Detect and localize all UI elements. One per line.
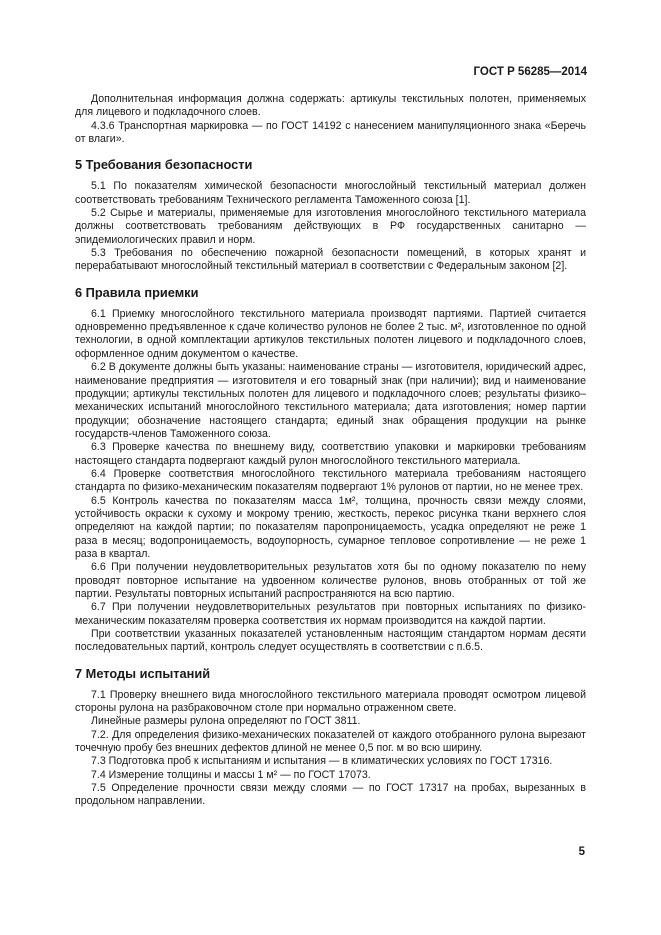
paragraph: 7.4 Измерение толщины и массы 1 м² — по ГОСТ 17073. [91,768,371,781]
section-title: 7 Методы испытаний [75,665,211,681]
paragraph: Линейные размеры рулона определяют по ГОСТ 3811. [91,715,361,728]
paragraph: 7.2. Для определения физико-механических показателей от каждого отобранного рулона вырезают точечную пробу без внешних дефектов длиной не менее 0,5 пог. м во всю ширину. [75,728,586,755]
paragraph: 7.3 Подготовка проб к испытаниям и испытания — в климатических условиях по ГОСТ 17316. [91,755,553,768]
document-header: ГОСТ Р 56285—2014 [473,66,587,78]
paragraph: 6.2 В документе должны быть указаны: наименование страны — изготовителя, юридический адрес, наименование предприятия — изготовителя и его товарный знак (при наличии); вид и наименование продукции; артикулы текстильных полотен для лицевого и подкладочного слоев; результаты физико–механических испытаний многослойного текстильного материала; дата изготовления; номер партии продукции; обозначение настоящего стандарта; единый знак обращения продукции на рынке государств-членов Таможенного союза. [75,361,586,440]
section-title: 5 Требования безопасности [75,157,253,173]
intro-paragraph: 4.3.6 Транспортная маркировка — по ГОСТ 14192 с нанесением манипуляционного знака «Беречь от влаги». [75,119,586,146]
paragraph: 7.1 Проверку внешнего вида многослойного текстильного материала проводят осмотром лицевой стороны рулона на разбраковочном столе при нормально отраженном свете. [75,688,586,715]
paragraph: 5.1 По показателям химической безопасности многослойный текстильный материал должен соответствовать требованиям Технического регламента Таможенного союза [1]. [75,180,586,206]
paragraph: 6.5 Контроль качества по показателям масса 1м², толщина, прочность связи между слоями, устойчивость окраски к сухому и мокрому трению, жесткость, перекос рисунка ткани верхнего слоя определяют на каждой партии; по показателям паропроницаемость, усадка определяют не реже 1 раза в месяц; водопроницаемость, водоупорность, сумарное тепловое сопротивление — не реже 1 раза в квартал. [75,494,586,560]
paragraph: 5.3 Требования по обеспечению пожарной безопасности помещений, в которых хранят и перерабатывают многослойный текстильный материал в соответствии с Федеральным законом [2]. [75,247,586,273]
paragraph: 7.5 Определение прочности связи между слоями — по ГОСТ 17317 на пробах, вырезанных в продольном направлении. [75,782,586,808]
paragraph: 5.2 Сырье и материалы, применяемые для изготовления многослойного текстильного материала должны соответствовать требованиям действующих в РФ государственных санитарно — эпидемиологических правил и норм. [75,207,586,246]
page-number: 5 [578,846,585,858]
intro-paragraph: Дополнительная информация должна содержать: артикулы текстильных полотен, применяемых для лицевого и подкладочного слоев. [75,93,586,119]
paragraph: 6.6 При получении неудовлетворительных результатов хотя бы по одному показателю по нему проводят повторное испытание на удвоенном количестве рулонов, вновь отобранных от той же партии. Результаты повторных испытаний распространяются на всю партию. [75,561,586,600]
section-title: 6 Правила приемки [75,284,199,300]
paragraph: 6.4 Проверке соответствия многослойного текстильного материала требованиям настоящего стандарта по физико-механическим показателям подвергают 1% рулонов от партии, но не менее трех. [75,467,586,494]
paragraph: 6.7 При получении неудовлетворительных результатов при повторных испытаниях по физико-механическим показателям проверка соответствия их нормам производится на каждой партии. [75,601,586,627]
paragraph: При соответствии указанных показателей установленным настоящим стандартом нормам десяти последовательных партий, контроль следует осуществлять в соответствии с п.6.5. [75,628,586,654]
paragraph: 6.3 Проверке качества по внешнему виду, соответствию упаковки и маркировки требованиям настоящего стандарта подвергают каждый рулон многослойного текстильного материала. [75,441,586,467]
document-body [75,93,586,809]
paragraph: 6.1 Приемку многослойного текстильного материала производят партиями. Партией считается одновременно предъявленное к сдаче количество рулонов не более 2 тыс. м², изготовленное по одной технологии, в одной комплектации артикулов текстильных полотен лицевого и подкладочного слоев, оформленное одним документом о качестве. [75,307,586,360]
